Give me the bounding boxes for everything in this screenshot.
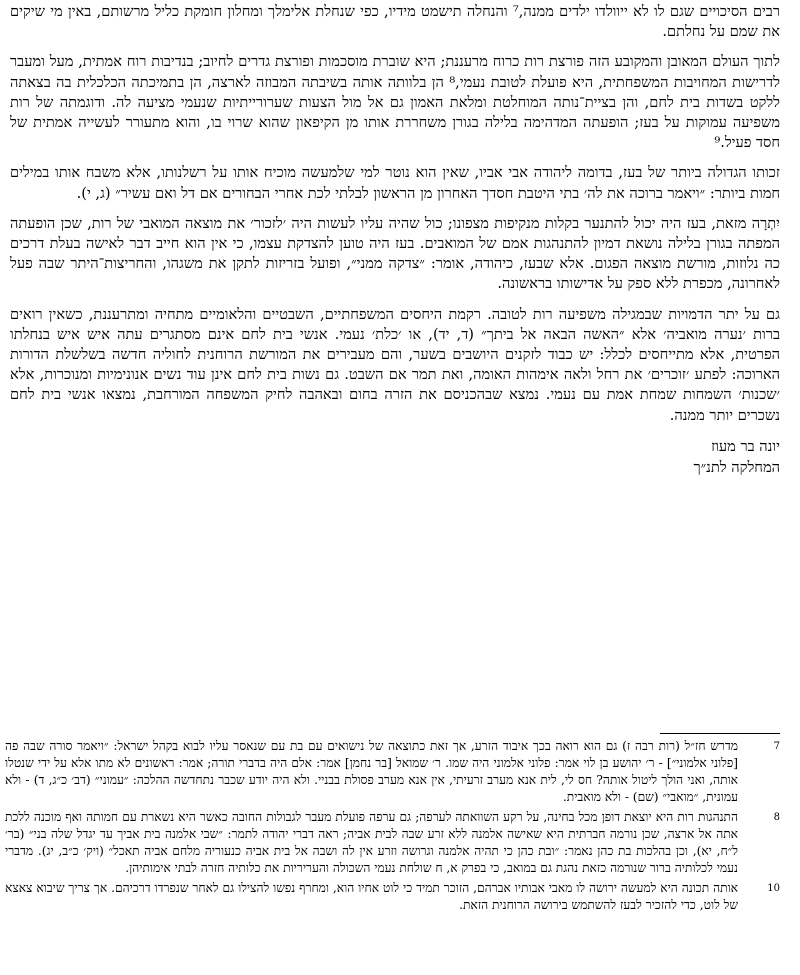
- footnote-number: 10: [767, 883, 780, 894]
- footnote: [5, 738, 780, 806]
- paragraph: זכותו הגדולה ביותר של בעז, בדומה ליהודה אבי אביו, שאין הוא נוטר למי שלמעשה מוכיח אותו על רשלנותו, אלא משבח אותו במילים חמות ביותר: ״ויאמר ברוכה את לה׳ בתי היטבת חסדך האחרון מן הראשון לבלתי לכת אחרי הבחורים אם דל ואם עשיר״ (ג, י).: [10, 164, 780, 202]
- signature-block: [10, 436, 780, 478]
- paragraph: לתוך העולם המאובן והמקובע הזה פורצת רות כרוח מרעננת; היא שוברת מוסכמות ופורצת גדרים לחיוב; בנדיבות רוח אמתית, מעל ומעבר לדרישות המחויבות המשפחתית, היא פועלת לטובת נעמי,⁸ הן בלוותה אותה בשיבתה המבוזה לארצה, הן בתמיכתה הכלכלית בה בצאתה ללקט בשדות בית לחם, והן בציית־נותה המוחלטת ומלאת האמון גם אל מול הצעות שערורייתיות שנעמי מציעה לה. ודוגמתה של רות משפיעה עמוקות על בעז; הופעתה המדהימה בלילה בגורן משחררת אותו מן הקיפאון שהוא שרוי בו, והוא מתעורר לעשייה אמתית של חסד פעיל.⁹: [10, 53, 780, 152]
- author-department: המחלקה לתנ״ך: [693, 458, 780, 476]
- paragraph: יִתְרָה מזאת, בעז היה יכול להתנער בקלות מנקיפות מצפונו; כול שהיה עליו לעשות היה ׳לזכור׳ את מוצאה המואבי של רות, שכן הופעתה המפתה בגורן בלילה נושאת דמיון להתנהגות אמם של המואבים. בעז היה טוען להצדקת עצמו, כי אין הוא חייב דבר לאישה בעלת דרכים כה נלוזות, מורשת מוצאה הפגום. אלא שבעז, כיהודה, אומר: ״צדקה ממני״, ופועל בזריזות לתקן את משגהו, והחריצות־היתר שבה פעל לאחרונה, מכפרת ללא ספק על אדישותו בראשונה.: [10, 214, 780, 293]
- footnote-number: 7: [773, 741, 780, 752]
- author-name: יונה בר מעוז: [711, 437, 780, 455]
- paragraph: רבים הסיכויים שגם לו לא ייוולדו ילדים ממנה,⁷ והנחלה תישמט מידיו, כפי שנחלת אלימלך ומחלון חומקת כליל מרשותם, באין מי שיקים את שמם על נחלתם.: [10, 3, 780, 41]
- footnote: [5, 809, 780, 877]
- footnote-text: מדרש חז״ל (רות רבה ז) גם הוא רואה בכך איבוד הזרע, אך זאת כתוצאה של נישואים עם בת עם שנאסר עליו לבוא בקהל ישראל: ״ויאמר סורה שבה פה [פלוני אלמוני״] - ר׳ יהושע בן לוי אמר: פלוני אלמוני היה שמו. ר׳ שמואל [בר נחמן] אמר: אלם היה בדברי תורה; אמר: ראשונים לא מתו אלא על ידי שנטלו אותה, ואני הולך ליטול אותה? חס לי, לית אנא מערב זרעיתי, אין אנא מערב פסולת בבניי. ולא היה יודע שכבר נתחדשה ההלכה: ״עמוני״ (דב׳ כ״ג, ד) - ולא עמונית, ״מואבי״ (שם) - ולא מואבית.: [5, 739, 738, 804]
- footnote-text: התנהגות רות היא יוצאת דופן מכל בחינה, על רקע השוואתה לערפה; גם ערפה פועלת מעבר לגבולות החובה כאשר היא נשארת עם חמותה ואף מוכנה ללכת אתה אל ארצה, שכן נורמה חברתית היא שאישה אלמנה ללא זרע שבה לבית אביה; ראה דברי יהודה לתמר: ״שבי אלמנה בית אביך עד יגדל שלה בני״ (בר׳ ל״ח, יא), וכן בהלכות בת כהן נאמר: ״ובת כהן כי תהיה אלמנה וגרושה וזרע אין לה ושבה אל בית אביה כנעוריה מלחם אביה תאכל״ (ויק׳ כ״ב, יג). מדברי נעמי לכלותיה ברור שנורמה כזאת נהגת גם במואב, כי בפרק א, ח שולחת נעמי השכולה והעריריות את כלותיה חזרה לבתי אימותיהן.: [5, 810, 738, 875]
- main-text: [10, 2, 780, 478]
- footnotes: [5, 738, 780, 917]
- footnote: [5, 880, 780, 914]
- footnote-separator: [660, 733, 780, 734]
- footnote-text: אותה תכונה היא למעשה ירושה לו מאבי אבותיו אברהם, הזוכר תמיד כי לוט אחיו הוא, ומחרף נפשו להצילו גם לאחר שנפרדו דרכיהם. אך צריך שיבוא צאצא של לוט, כדי להזכיר לבעז להשתמש בירושה הרוחנית הזאת.: [5, 881, 738, 912]
- footnote-number: 8: [773, 812, 780, 823]
- paragraph: גם על יתר הדמויות שבמגילה משפיעה רות לטובה. רקמת היחסים המשפחתיים, השבטיים והלאומיים מתחיה ומתרעננת, כשאין רואים ברות ׳נערה מואביה׳ אלא ״האשה הבאה אל ביתך״ (ד, יד), או ׳כלת׳ נעמי. אנשי בית לחם אינם מסתגרים עתה איש איש בנחלתו הפרטית, אלא מתייחסים לכלל: יש כבוד לזקנים היושבים בשער, והם מעבירים את המורשת הרוחנית לחוליה חדשה בשלשלת הדורות הארוכה: לפתע ׳זוכרים׳ את רחל ולאה אימהות האומה, ואת תמר אם השבט. גם נשות בית לחם אינן עוד נשים אנונימיות ומנוכרות, אלא ׳שכנות׳ השמחות שמחת אמת עם נעמי. נמצא שבהכניסם את הזרה בחום ובאהבה לחיק המשפחה המורחבת, נמצאו אנשי בית לחם נשכרים יותר ממנה.: [10, 305, 780, 424]
